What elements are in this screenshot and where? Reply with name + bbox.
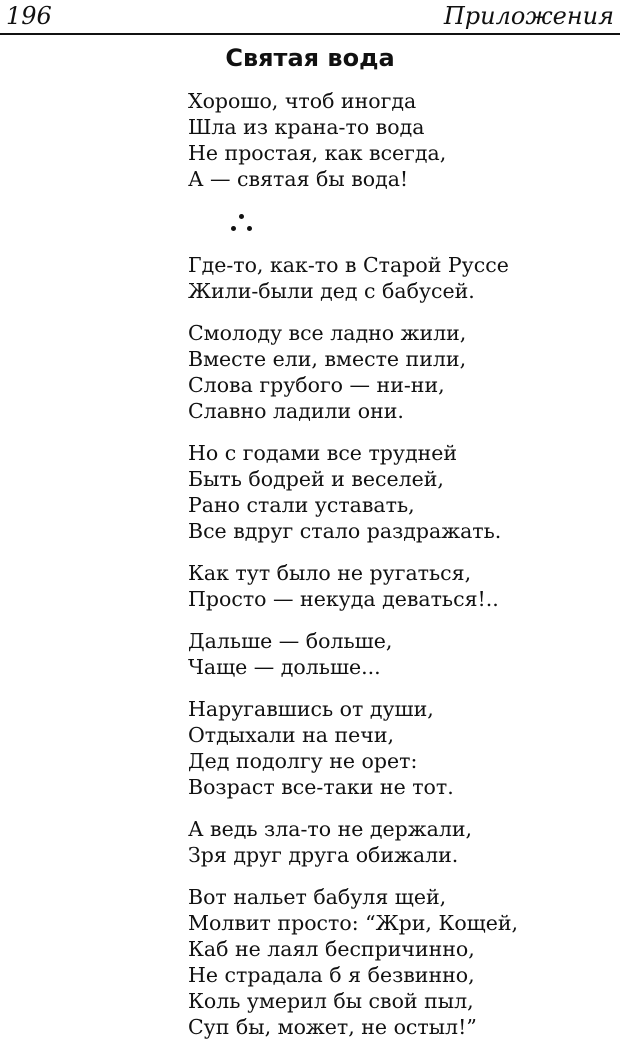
header-rule (0, 33, 620, 35)
poem-line: Быть бодрей и веселей, (188, 467, 444, 491)
poem-line: Хорошо, чтоб иногда (188, 89, 417, 113)
stanza (188, 884, 608, 1040)
poem-line: Вот нальет бабуля щей, (188, 885, 447, 909)
poem-line: Жили-были дед с бабусей. (188, 279, 475, 303)
poem-line: Каб не лаял беспричинно, (188, 937, 475, 961)
stanza (188, 628, 608, 680)
stanza-divider (188, 204, 608, 248)
poem-body (188, 88, 608, 1056)
poem-title: Святая вода (225, 44, 395, 72)
poem-line: Не страдала б я безвинно, (188, 963, 475, 987)
divider-dot (247, 226, 252, 231)
poem-line: Но с годами все трудней (188, 441, 458, 465)
page-number: 196 (6, 2, 52, 30)
stanza (188, 816, 608, 868)
poem-line: Рано стали уставать, (188, 493, 415, 517)
poem-line: Зря друг друга обижали. (188, 843, 459, 867)
poem-line: Слова грубого — ни-ни, (188, 373, 445, 397)
poem-line: Дальше — больше, (188, 629, 393, 653)
stanza (188, 88, 608, 192)
poem-line: Не простая, как всегда, (188, 141, 447, 165)
poem-line: Как тут было не ругаться, (188, 561, 472, 585)
poem-line: Наругавшись от души, (188, 697, 434, 721)
stanza (188, 696, 608, 800)
stanza (188, 560, 608, 612)
poem-line: Смолоду все ладно жили, (188, 321, 467, 345)
poem-line: А ведь зла-то не держали, (188, 817, 473, 841)
running-header-title: Приложения (443, 2, 614, 30)
poem-line: Славно ладили они. (188, 399, 404, 423)
poem-line: Возраст все-таки не тот. (188, 775, 454, 799)
stanza (188, 320, 608, 424)
poem-line: Дед подолгу не орет: (188, 749, 418, 773)
poem-line: А — святая бы вода! (188, 167, 409, 191)
poem-line: Вместе ели, вместе пили, (188, 347, 467, 371)
stanza (188, 252, 608, 304)
divider-dot (239, 214, 244, 219)
divider-dot (231, 226, 236, 231)
poem-line: Чаще — дольше... (188, 655, 381, 679)
poem-line: Суп бы, может, не остыл!” (188, 1015, 477, 1039)
stanza (188, 440, 608, 544)
poem-line: Где-то, как-то в Старой Руссе (188, 253, 509, 277)
poem-line: Все вдруг стало раздражать. (188, 519, 502, 543)
poem-line: Молвит просто: “Жри, Кощей, (188, 911, 519, 935)
poem-line: Коль умерил бы свой пыл, (188, 989, 474, 1013)
poem-line: Шла из крана-то вода (188, 115, 425, 139)
poem-line: Отдыхали на печи, (188, 723, 395, 747)
poem-line: Просто — некуда деваться!.. (188, 587, 499, 611)
